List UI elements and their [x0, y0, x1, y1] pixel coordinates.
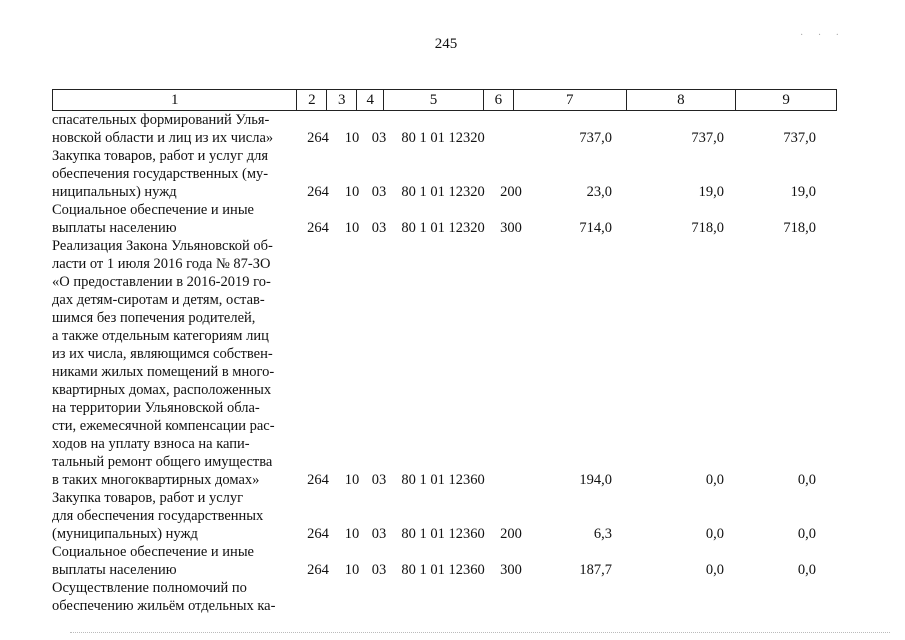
cell-section-code: 10 [344, 184, 360, 200]
row-description: Осуществление полномочий по обеспечению жильём отдельных ка- [52, 580, 276, 614]
cell-amount-col9: 0,0 [797, 472, 816, 488]
cell-target-code: 80 1 01 12360 [401, 472, 485, 488]
cell-target-code: 80 1 01 12320 [401, 130, 485, 146]
cell-subsection-code: 03 [371, 130, 387, 146]
cell-amount-col7: 6,3 [593, 526, 612, 542]
cell-amount-col7: 23,0 [586, 184, 612, 200]
row-description: Реализация Закона Ульяновской об- ласти от 1 июля 2016 года № 87-ЗО «О предоставлении в 2016-2019 го- дах детям-сиротам и детям, остав- шимся без попечения родителей, а также отдельным категориям лиц из их числа, являющимся собствен- никами жилых помещений в много- квартирных домах, расположенных на территории Ульяновской обла- сти, ежемесячной компенсации рас- ходов на уплату взноса на капи- тальный ремонт общего имущества в таких многоквартирных домах» [52, 238, 275, 488]
row-description: Социальное обеспечение и иные выплаты населению [52, 202, 254, 236]
table-row [52, 147, 842, 201]
table-row [52, 237, 842, 489]
table-row [52, 111, 842, 147]
cell-subsection-code: 03 [371, 526, 387, 542]
cell-subsection-code: 03 [371, 562, 387, 578]
scan-edge-line [70, 632, 890, 634]
cell-ministry-code: 264 [307, 130, 329, 146]
column-header-2: 2 [297, 90, 327, 110]
cell-subsection-code: 03 [371, 472, 387, 488]
cell-amount-col8: 19,0 [698, 184, 724, 200]
cell-expense-type: 200 [500, 526, 522, 542]
cell-target-code: 80 1 01 12320 [401, 220, 485, 236]
column-header-8: 8 [627, 90, 737, 110]
row-description: Закупка товаров, работ и услуг для обеспечения государственных (му- ниципальных) нужд [52, 148, 269, 200]
cell-ministry-code: 264 [307, 184, 329, 200]
cell-section-code: 10 [344, 130, 360, 146]
cell-expense-type: 200 [500, 184, 522, 200]
cell-amount-col7: 714,0 [579, 220, 612, 236]
cell-expense-type: 300 [500, 220, 522, 236]
cell-ministry-code: 264 [307, 472, 329, 488]
cell-amount-col9: 0,0 [797, 562, 816, 578]
cell-subsection-code: 03 [371, 220, 387, 236]
column-header-9: 9 [782, 92, 790, 108]
row-description: Социальное обеспечение и иные выплаты населению [52, 544, 254, 578]
cell-amount-col7: 187,7 [579, 562, 612, 578]
cell-amount-col8: 0,0 [705, 526, 724, 542]
cell-section-code: 10 [344, 562, 360, 578]
row-description: спасательных формирований Улья- новской области и лиц из их числа» [52, 112, 274, 146]
cell-amount-col7: 194,0 [579, 472, 612, 488]
column-header-3: 3 [327, 90, 357, 110]
cell-amount-col9: 0,0 [797, 526, 816, 542]
cell-target-code: 80 1 01 12360 [401, 526, 485, 542]
cell-section-code: 10 [344, 472, 360, 488]
column-header-4: 4 [357, 90, 384, 110]
budget-table-body [52, 111, 842, 615]
column-header-7: 7 [514, 90, 627, 110]
cell-target-code: 80 1 01 12360 [401, 562, 485, 578]
cell-amount-col8: 0,0 [705, 472, 724, 488]
cell-amount-col9: 718,0 [783, 220, 816, 236]
cell-amount-col8: 737,0 [691, 130, 724, 146]
cell-amount-col8: 718,0 [691, 220, 724, 236]
cell-ministry-code: 264 [307, 220, 329, 236]
cell-expense-type: 300 [500, 562, 522, 578]
column-header-5: 5 [384, 90, 484, 110]
page-number: 245 [434, 36, 458, 52]
table-row [52, 579, 842, 615]
table-row [52, 489, 842, 543]
cell-target-code: 80 1 01 12320 [401, 184, 485, 200]
table-header [52, 89, 837, 111]
table-row [52, 543, 842, 579]
cell-ministry-code: 264 [307, 526, 329, 542]
row-description: Закупка товаров, работ и услуг для обеспечения государственных (муниципальных) нужд [52, 490, 264, 542]
cell-amount-col7: 737,0 [579, 130, 612, 146]
table-row [52, 201, 842, 237]
cell-amount-col8: 0,0 [705, 562, 724, 578]
cell-subsection-code: 03 [371, 184, 387, 200]
cell-ministry-code: 264 [307, 562, 329, 578]
cell-amount-col9: 19,0 [790, 184, 816, 200]
cell-section-code: 10 [344, 526, 360, 542]
column-header-6: 6 [484, 90, 514, 110]
scan-artifact: · · · [800, 30, 845, 41]
cell-amount-col9: 737,0 [783, 130, 816, 146]
cell-section-code: 10 [344, 220, 360, 236]
column-header-1: 1 [53, 90, 297, 110]
